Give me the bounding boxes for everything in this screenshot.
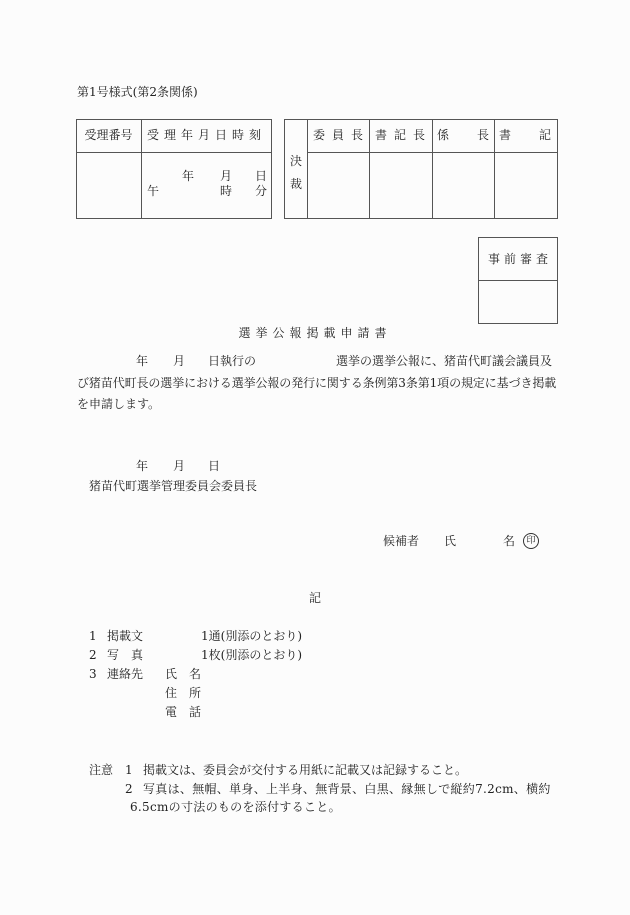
ampm-label: 午 bbox=[147, 184, 160, 198]
day-label: 日 bbox=[255, 169, 268, 183]
item-2-number: 2 bbox=[89, 648, 97, 662]
item-3-number: 3 bbox=[89, 667, 97, 681]
contact-name-label: 氏 名 bbox=[165, 667, 202, 681]
reception-number-field[interactable] bbox=[77, 153, 140, 218]
reception-datetime-field[interactable] bbox=[142, 153, 271, 218]
item-2-label: 写 真 bbox=[107, 648, 144, 662]
body-line1-rest: 選挙の選挙公報に、猪苗代町議会議員及 bbox=[336, 354, 553, 368]
date-year: 年 bbox=[136, 459, 149, 473]
contact-phone-label: 電 話 bbox=[165, 705, 202, 719]
chief-clerk-seal-field[interactable] bbox=[370, 153, 431, 218]
chairman-header: 委員長 bbox=[313, 128, 371, 142]
item-3-label: 連絡先 bbox=[107, 667, 144, 681]
applicant-label: 候補者 bbox=[383, 534, 420, 548]
document-title: 選挙公報掲載申請書 bbox=[238, 326, 392, 340]
clerk-seal-field[interactable] bbox=[495, 153, 557, 218]
pre-review-label: 事前審査 bbox=[487, 252, 552, 266]
decision-label-top: 決 bbox=[290, 154, 303, 168]
chairman-seal-field[interactable] bbox=[308, 153, 368, 218]
applicant-name-field[interactable] bbox=[455, 530, 500, 548]
pre-review-field[interactable] bbox=[479, 281, 557, 323]
applicant-name-label-2: 名 bbox=[503, 534, 516, 548]
section-chief-header bbox=[437, 129, 489, 141]
notes-label: 注意 bbox=[89, 763, 114, 777]
note-2-text: 写真は、無帽、単身、上半身、無背景、白黒、縁無しで縦約7.2cm、横約 bbox=[143, 782, 551, 796]
form-label: 第1号様式(第2条関係) bbox=[77, 85, 198, 99]
month-label: 月 bbox=[220, 169, 233, 183]
hour-label: 時 bbox=[220, 184, 233, 198]
decision-label-bottom: 裁 bbox=[290, 177, 303, 191]
minute-label: 分 bbox=[255, 184, 268, 198]
note-1-number: 1 bbox=[125, 763, 133, 777]
clerk-header bbox=[499, 129, 551, 141]
body-line2: び猪苗代町長の選挙における選挙公報の発行に関する条例第3条第1項の規定に基づき掲載 bbox=[77, 376, 557, 390]
date-day: 日 bbox=[208, 459, 221, 473]
section-chief-header-right: 長 bbox=[476, 128, 489, 142]
note-2-number: 2 bbox=[125, 782, 133, 796]
body-day: 日執行の bbox=[208, 354, 257, 368]
year-label: 年 bbox=[182, 169, 195, 183]
addressee: 猪苗代町選挙管理委員会委員長 bbox=[89, 479, 258, 493]
applicant-name-label-1: 氏 bbox=[444, 534, 457, 548]
section-chief-header-left: 係 bbox=[437, 128, 450, 142]
body-line3: を申請します。 bbox=[77, 397, 161, 411]
item-1-value: 1通(別添のとおり) bbox=[201, 629, 302, 643]
section-chief-seal-field[interactable] bbox=[433, 153, 493, 218]
seal-icon bbox=[523, 533, 539, 549]
body-month: 月 bbox=[173, 354, 186, 368]
item-2-value: 1枚(別添のとおり) bbox=[201, 648, 302, 662]
body-year: 年 bbox=[136, 354, 149, 368]
note-1-text: 掲載文は、委員会が交付する用紙に記載又は記録すること。 bbox=[143, 763, 468, 777]
date-month: 月 bbox=[173, 459, 186, 473]
reception-number-header: 受理番号 bbox=[84, 128, 133, 142]
ki-heading: 記 bbox=[309, 591, 322, 605]
item-1-number: 1 bbox=[89, 629, 97, 643]
item-1-label: 掲載文 bbox=[107, 629, 144, 643]
seal-char: 印 bbox=[523, 533, 539, 549]
chief-clerk-header: 書記長 bbox=[375, 128, 433, 142]
clerk-header-right: 記 bbox=[538, 128, 551, 142]
reception-datetime-header: 受理年月日時刻 bbox=[147, 128, 267, 142]
note-2-continuation: 6.5cmの寸法のものを添付すること。 bbox=[130, 800, 341, 814]
contact-address-label: 住 所 bbox=[165, 686, 202, 700]
clerk-header-left: 書 bbox=[499, 128, 512, 142]
